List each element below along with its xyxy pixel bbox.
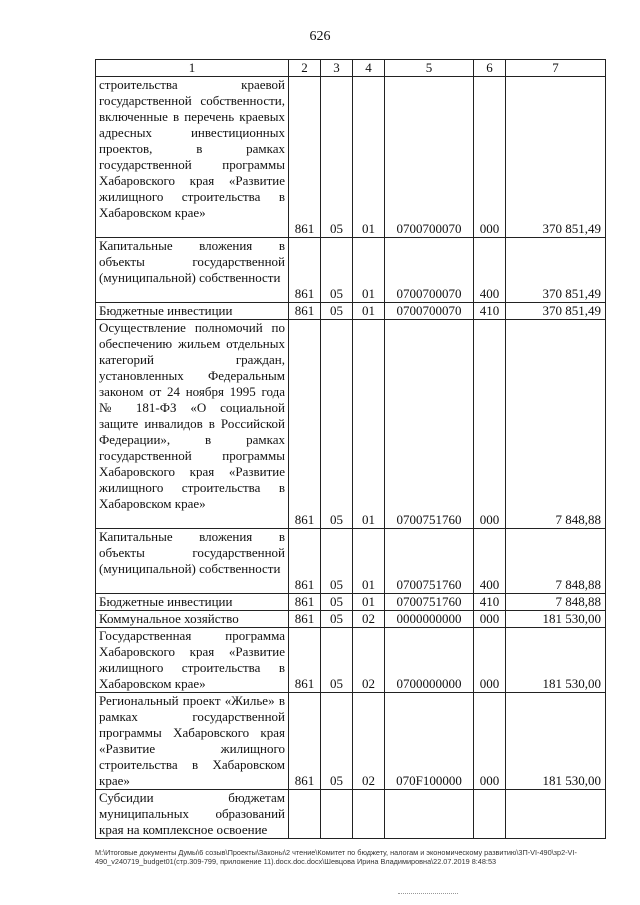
row-target-code: 0700700070: [385, 303, 474, 320]
row-amount: 181 530,00: [506, 693, 606, 790]
row-subsection: 01: [353, 77, 385, 238]
row-description: Государственная программа Хабаровского края «Развитие жилищного строительства в Хабаровском крае»: [96, 628, 289, 693]
row-amount: [506, 790, 606, 839]
row-expense-type: 400: [474, 529, 506, 594]
row-target-code: 0700000000: [385, 628, 474, 693]
row-ministry-code: 861: [289, 693, 321, 790]
row-description: Капитальные вложения в объекты государственной (муниципальной) собственности: [96, 238, 289, 303]
header-cell: 5: [385, 60, 474, 77]
row-section: [321, 790, 353, 839]
row-ministry-code: 861: [289, 238, 321, 303]
row-amount: 181 530,00: [506, 628, 606, 693]
row-subsection: 01: [353, 594, 385, 611]
row-section: 05: [321, 303, 353, 320]
row-amount: 370 851,49: [506, 303, 606, 320]
table-row: [96, 594, 606, 611]
row-expense-type: 000: [474, 611, 506, 628]
row-amount: 7 848,88: [506, 320, 606, 529]
row-subsection: 01: [353, 238, 385, 303]
header-cell: 7: [506, 60, 606, 77]
row-section: 05: [321, 77, 353, 238]
table-row: [96, 238, 606, 303]
budget-table: [95, 59, 606, 839]
row-subsection: 02: [353, 611, 385, 628]
row-section: 05: [321, 238, 353, 303]
row-ministry-code: 861: [289, 529, 321, 594]
row-amount: 7 848,88: [506, 594, 606, 611]
row-expense-type: 000: [474, 628, 506, 693]
table-row: [96, 303, 606, 320]
row-subsection: 01: [353, 320, 385, 529]
row-description: Бюджетные инвестиции: [96, 594, 289, 611]
row-target-code: 0700751760: [385, 320, 474, 529]
table-row: [96, 693, 606, 790]
row-section: 05: [321, 594, 353, 611]
header-cell: 1: [96, 60, 289, 77]
row-ministry-code: [289, 790, 321, 839]
row-description: Бюджетные инвестиции: [96, 303, 289, 320]
row-target-code: 0700700070: [385, 77, 474, 238]
row-amount: 370 851,49: [506, 77, 606, 238]
row-amount: 7 848,88: [506, 529, 606, 594]
table-row: [96, 611, 606, 628]
row-ministry-code: 861: [289, 611, 321, 628]
row-description: Региональный проект «Жилье» в рамках государственной программы Хабаровского края «Развитие жилищного строительства в Хабаровском крае»: [96, 693, 289, 790]
row-target-code: 0700700070: [385, 238, 474, 303]
table-row: [96, 320, 606, 529]
row-amount: 181 530,00: [506, 611, 606, 628]
header-cell: 2: [289, 60, 321, 77]
row-target-code: 0700751760: [385, 529, 474, 594]
row-section: 05: [321, 628, 353, 693]
row-ministry-code: 861: [289, 77, 321, 238]
page-number: 626: [309, 29, 331, 44]
scan-artifact: [398, 893, 458, 896]
row-ministry-code: 861: [289, 594, 321, 611]
row-target-code: [385, 790, 474, 839]
header-cell: 6: [474, 60, 506, 77]
row-description: строительства краевой государственной собственности, включенные в перечень краевых адресных инвестиционных проектов, в рамках государственной программы Хабаровского края «Развитие жилищного строительства в Хабаровском крае»: [96, 77, 289, 238]
row-expense-type: 400: [474, 238, 506, 303]
row-expense-type: 410: [474, 594, 506, 611]
row-expense-type: 410: [474, 303, 506, 320]
row-subsection: 02: [353, 693, 385, 790]
row-ministry-code: 861: [289, 303, 321, 320]
row-expense-type: 000: [474, 320, 506, 529]
row-section: 05: [321, 529, 353, 594]
row-expense-type: 000: [474, 693, 506, 790]
header-cell: 3: [321, 60, 353, 77]
table-row: [96, 77, 606, 238]
row-subsection: 02: [353, 628, 385, 693]
row-description: Осуществление полномочий по обеспечению жильем отдельных категорий граждан, установленных Федеральным законом от 24 ноября 1995 года № 181-ФЗ «О социальной защите инвалидов в Российской Федерации», в рамках государственной программы Хабаровского края «Развитие жилищного строительства в Хабаровском крае»: [96, 320, 289, 529]
row-amount: 370 851,49: [506, 238, 606, 303]
table-row: [96, 790, 606, 839]
row-subsection: [353, 790, 385, 839]
row-section: 05: [321, 611, 353, 628]
header-cell: 4: [353, 60, 385, 77]
row-section: 05: [321, 693, 353, 790]
row-description: Субсидии бюджетам муниципальных образований края на комплексное освоение: [96, 790, 289, 839]
row-description: Коммунальное хозяйство: [96, 611, 289, 628]
row-section: 05: [321, 320, 353, 529]
row-subsection: 01: [353, 303, 385, 320]
row-target-code: 0700751760: [385, 594, 474, 611]
row-description: Капитальные вложения в объекты государственной (муниципальной) собственности: [96, 529, 289, 594]
row-ministry-code: 861: [289, 320, 321, 529]
row-target-code: 070F100000: [385, 693, 474, 790]
table-row: [96, 529, 606, 594]
table-row: [96, 628, 606, 693]
row-subsection: 01: [353, 529, 385, 594]
row-expense-type: 000: [474, 77, 506, 238]
document-path-footer: M:\Итоговые документы Думы\6 созыв\Проекты\Законы\2 чтение\Комитет по бюджету, налогам и экономическому развитию\3П-VI-490\зр2-VI-490_v240719_budget01(стр.309-799, приложение 11).docx.doc.docx\Шевцова Ирина Владимировна\22.07.2019 8:48:53: [95, 848, 577, 866]
row-target-code: 0000000000: [385, 611, 474, 628]
row-expense-type: [474, 790, 506, 839]
row-ministry-code: 861: [289, 628, 321, 693]
table-header-row: [96, 60, 606, 77]
